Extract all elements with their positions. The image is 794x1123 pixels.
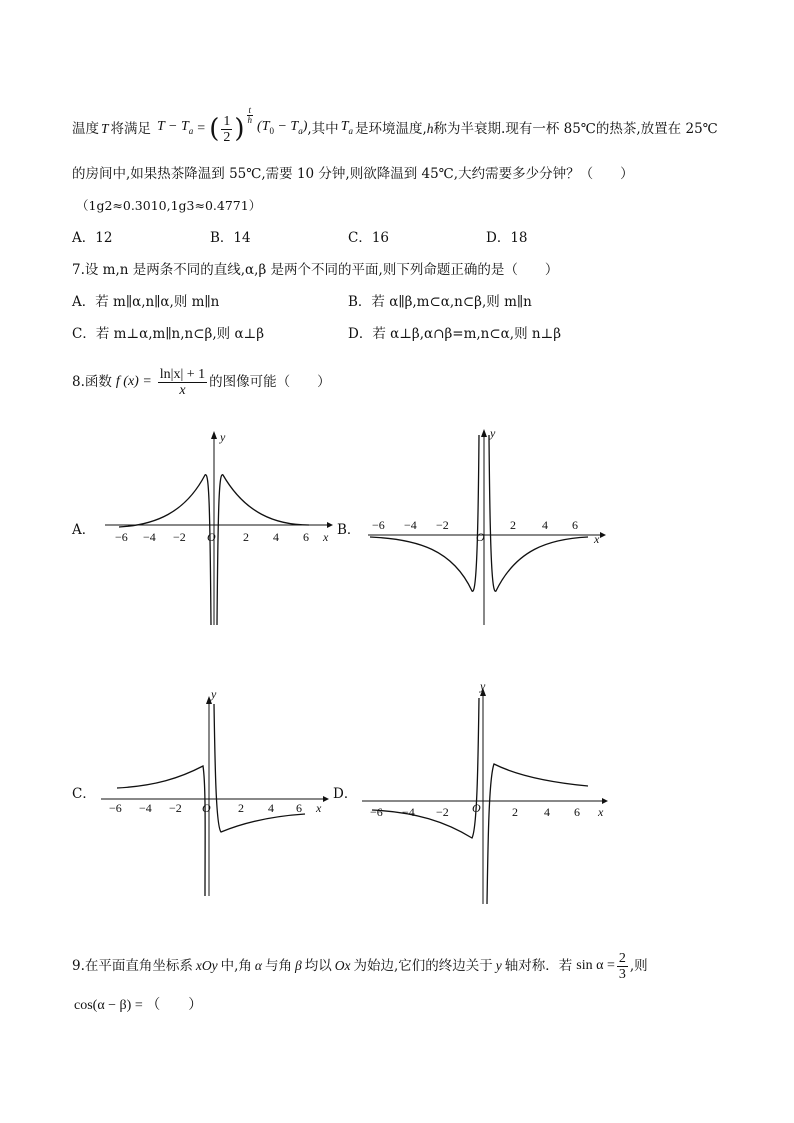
- tick-label: −2: [169, 801, 182, 815]
- problem6-text-a: 温度: [72, 121, 99, 137]
- var-h: h: [426, 121, 434, 136]
- tick-label: 4: [542, 518, 548, 532]
- tick-label: −4: [402, 805, 415, 819]
- origin-label: O: [207, 530, 216, 544]
- tick-label: 4: [273, 530, 279, 544]
- problem9-y: y: [495, 958, 502, 973]
- problem6-text-b: 将满足: [110, 121, 152, 137]
- problem9-ox: Ox: [334, 958, 351, 973]
- origin-label: O: [476, 530, 485, 544]
- formula-lhs: $T - T_a$: [157, 119, 194, 136]
- graph-b: [358, 425, 608, 630]
- problem9-alpha: α: [254, 958, 263, 973]
- problem9-text-d: 均以: [304, 958, 332, 974]
- tick-label: −6: [372, 518, 385, 532]
- problem7-option-c: C．若 m⊥α,m∥n,n⊂β,则 α⊥β: [72, 326, 265, 342]
- tick-label: 6: [572, 518, 578, 532]
- tick-label: −6: [115, 530, 128, 544]
- tick-label: −4: [139, 801, 152, 815]
- tick-label: 4: [268, 801, 274, 815]
- formula-exponent: $\frac{t}{h}$: [247, 104, 253, 125]
- x-axis-label: x: [323, 530, 329, 544]
- problem8-fx: f (x) =: [115, 374, 152, 389]
- problem6-line2: 的房间中,如果热茶降温到 55℃,需要 10 分钟,则欲降温到 45℃,大约需要多少分钟？（ ）: [72, 166, 634, 182]
- var-T: T: [101, 121, 109, 136]
- problem6-option-a: A．12: [72, 230, 113, 246]
- problem7-option-b: B．若 α∥β,m⊂α,n⊂β,则 m∥n: [348, 294, 532, 310]
- graph-a: [95, 425, 335, 630]
- tick-label: −2: [436, 805, 449, 819]
- formula-eq: =: [197, 121, 206, 136]
- tick-label: 2: [510, 518, 516, 532]
- problem9-text-g: ,则: [629, 958, 648, 974]
- graph-d: [356, 678, 610, 908]
- problem9-sin: sin α =: [576, 958, 615, 973]
- problem8-stem: [72, 362, 331, 402]
- origin-label: O: [202, 801, 211, 815]
- problem7-option-a: A．若 m∥α,n∥α,则 m∥n: [72, 294, 220, 310]
- tick-label: 6: [303, 530, 309, 544]
- tick-label: 2: [238, 801, 244, 815]
- problem9-xoy: xOy: [195, 958, 218, 973]
- problem6-text-d: 是环境温度,: [354, 121, 427, 137]
- tick-label: 6: [574, 805, 580, 819]
- tick-label: −6: [370, 805, 383, 819]
- problem9-beta: β: [295, 958, 302, 973]
- var-Ta: $T_a$: [340, 119, 353, 136]
- problem6-text-c: ,其中: [307, 121, 339, 137]
- graph-label-b: B．: [337, 522, 361, 538]
- tick-label: 2: [512, 805, 518, 819]
- problem8-fraction: $\frac{\ln|x| + 1}{x}$: [159, 366, 206, 398]
- y-axis-label: y: [211, 687, 217, 701]
- tick-label: −4: [404, 518, 417, 532]
- problem9-text-a: 9.在平面直角坐标系: [72, 958, 193, 974]
- problem9-text-b: 中,角: [220, 958, 252, 974]
- x-axis-label: x: [598, 805, 604, 819]
- problem8-text-a: 8.函数: [72, 374, 112, 390]
- x-axis-label: x: [594, 532, 600, 546]
- tick-label: 6: [296, 801, 302, 815]
- problem9-text-c: 与角: [265, 958, 293, 974]
- formula-half: ( $\frac{1}{2}$ ) $\frac{t}{h}$: [209, 104, 253, 145]
- tick-label: 4: [544, 805, 550, 819]
- problem6-option-b: B．14: [210, 230, 251, 246]
- problem7-option-d: D．若 α⊥β,α∩β=m,n⊂α,则 n⊥β: [348, 326, 562, 342]
- problem6-line1: [72, 104, 718, 145]
- problem9-text-f: 轴对称．若: [504, 958, 573, 974]
- problem6-text-e: 称为半衰期.现有一杯 85℃的热茶,放置在 25℃: [433, 121, 718, 137]
- graph-label-a: A．: [72, 522, 96, 538]
- problem9-line2: cos(α − β) = （ ）: [74, 998, 203, 1013]
- problem7-stem: 7.设 m,n 是两条不同的直线,α,β 是两个不同的平面,则下列命题正确的是（ ）: [72, 262, 559, 278]
- problem6-option-d: D．18: [486, 230, 528, 246]
- graph-label-c: C．: [72, 786, 96, 802]
- graph-c: [95, 686, 335, 900]
- y-axis-label: y: [480, 679, 486, 693]
- problem9-text-e: 为始边,它们的终边关于: [353, 958, 493, 974]
- tick-label: −2: [173, 530, 186, 544]
- problem6-hint: （1g2≈0.3010,1g3≈0.4771）: [76, 198, 262, 213]
- tick-label: 2: [243, 530, 249, 544]
- tick-label: −4: [143, 530, 156, 544]
- graph-label-d: D．: [333, 786, 358, 802]
- formula-rhs: $(T_0 - T_a)$: [257, 119, 308, 136]
- problem9-line1: [72, 946, 648, 986]
- y-axis-label: y: [490, 426, 496, 440]
- problem8-text-b: 的图像可能（ ）: [209, 374, 331, 390]
- problem9-fraction: $\frac{2}{3}$: [618, 950, 626, 982]
- x-axis-label: x: [316, 801, 322, 815]
- tick-label: −6: [109, 801, 122, 815]
- origin-label: O: [472, 801, 481, 815]
- problem6-option-c: C．16: [348, 230, 390, 246]
- y-axis-label: y: [220, 430, 226, 444]
- tick-label: −2: [436, 518, 449, 532]
